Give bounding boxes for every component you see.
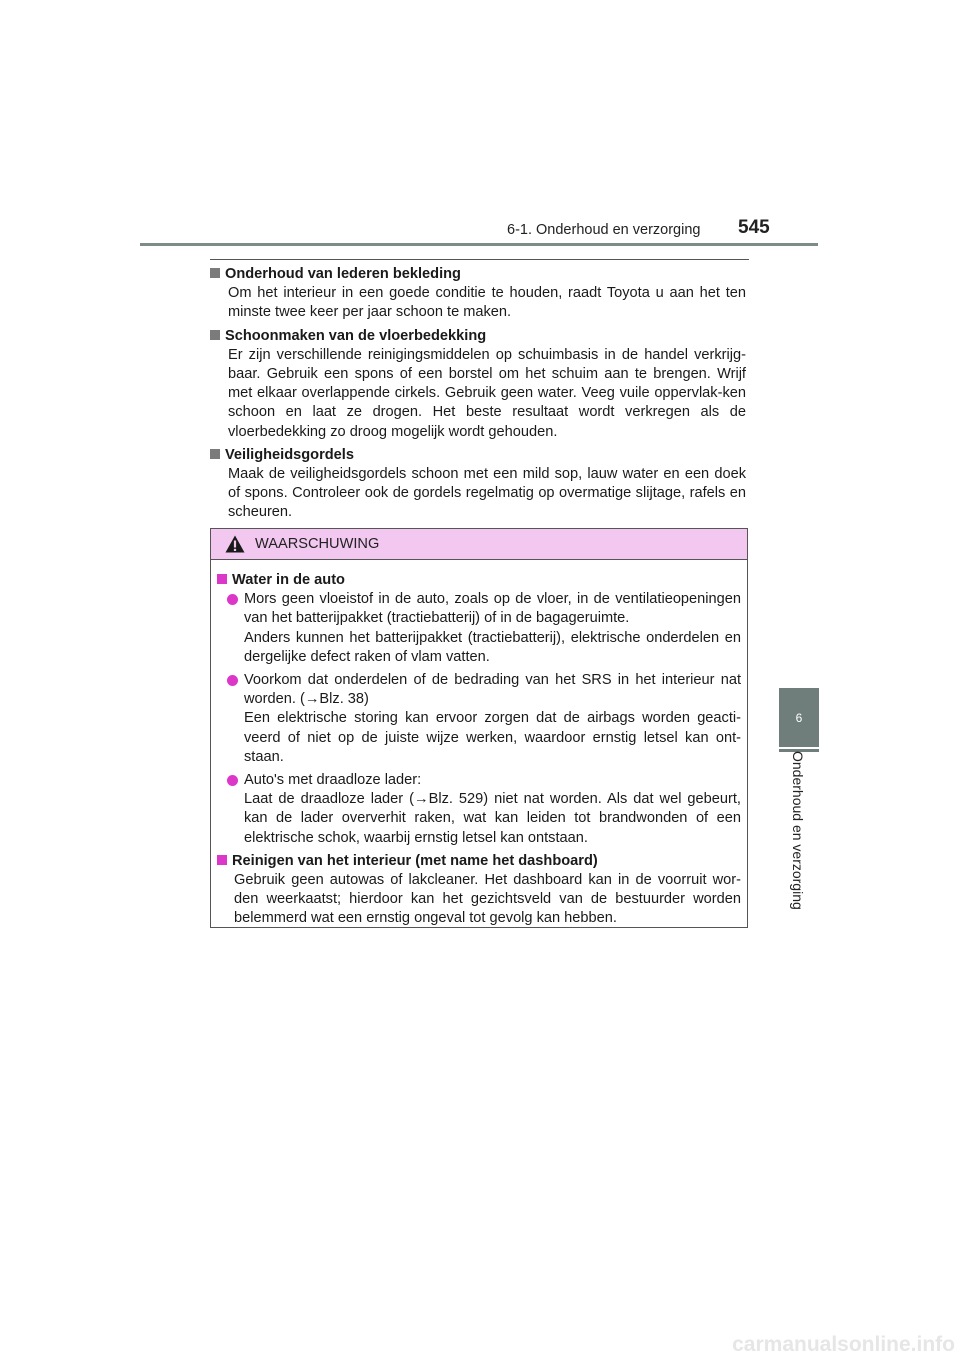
bullet-line: Voorkom dat onderdelen of de bedrading van het SRS in het interieur nat worden. (→Blz. 38) [244, 672, 741, 708]
section-body: Maak de veiligheidsgordels schoon met een mild sop, lauw water en een doek of spons. Controleer ook de gordels regelmatig op overmatige slijtage, rafels en scheuren. [228, 466, 746, 521]
bullet-line: Laat de draadloze lader (→Blz. 529) niet nat worden. Als dat wel gebeurt, kan de lader oververhit raken, wat kan leiden tot brandwonden of een elektrische schok, waarbij ernstig letsel kan ontstaan. [244, 791, 741, 846]
circle-bullet-icon [227, 675, 238, 686]
chapter-tab-number: 6 [779, 688, 819, 747]
section-body: Om het interieur in een goede conditie te houden, raadt Toyota u aan het ten minste twee keer per jaar schoon te maken. [228, 285, 746, 321]
warning-title: WAARSCHUWING [255, 536, 380, 552]
circle-bullet-icon [227, 775, 238, 786]
warning-section-water [217, 571, 741, 848]
header-section-title: 6-1. Onderhoud en verzorging [507, 222, 701, 238]
section-body: Er zijn verschillende reinigingsmiddelen op schuimbasis in de handel verkrijg-baar. Gebruik een spons of een borstel om het schuim aan te brengen. Wrijf met elkaar overlappende cirkels. Gebruik geen water. Veeg vuile oppervlak-ken schoon en laat ze drogen. Het beste resultaat wordt verkregen als de vloerbedekking zo droog mogelijk wordt gehouden. [228, 346, 746, 440]
bullet-line: Auto's met draadloze lader: [244, 772, 422, 789]
watermark-text: carmanualsonline.info [732, 1333, 955, 1356]
header-divider [140, 243, 818, 246]
bullet-line: Mors geen vloeistof in de auto, zoals op de vloer, in de ventilatieopeningen van het batterijpakket (tractiebatterij) of in de bagageruimte. [244, 591, 741, 627]
chapter-tab-label-text: Onderhoud en verzorging [790, 751, 806, 910]
warning-header [211, 529, 747, 560]
bullet-line: Een elektrische storing kan ervoor zorgen dat de airbags worden geacti-veerd of niet op de juiste wijze werken, waardoor ernstig letsel kan ont-staan. [244, 710, 741, 765]
square-bullet-icon [217, 574, 227, 584]
main-content [210, 265, 746, 527]
warning-triangle-icon [225, 535, 245, 553]
warning-section-heading: Water in de auto [232, 572, 345, 588]
warning-box [210, 528, 748, 928]
section-heading: Schoonmaken van de vloerbedekking [225, 327, 487, 344]
bullet-line: Anders kunnen het batterijpakket (tractiebatterij), elektrische onderdelen en dergelijke defect raken of vlam vatten. [244, 629, 741, 665]
square-bullet-icon [210, 330, 220, 340]
section-floor-cleaning [210, 327, 746, 442]
square-bullet-icon [210, 268, 220, 278]
section-leather-care [210, 265, 746, 323]
warning-bullet [227, 771, 741, 848]
square-bullet-icon [210, 449, 220, 459]
chapter-tab-label [790, 751, 806, 925]
circle-bullet-icon [227, 594, 238, 605]
warning-bullet [227, 671, 741, 767]
warning-body [211, 560, 747, 929]
content-top-divider [210, 259, 749, 260]
square-bullet-icon [217, 855, 227, 865]
warning-section-interior [217, 852, 741, 929]
section-seatbelts [210, 446, 746, 523]
section-heading: Veiligheidsgordels [225, 446, 354, 463]
watermark-logo [690, 1325, 960, 1358]
warning-bullet [227, 590, 741, 667]
warning-section-body: Gebruik geen autowas of lakcleaner. Het dashboard kan in de voorruit wor-den weerkaatst; hierdoor kan het gezichtsveld van de bestuurder worden belemmerd wat een ernstig ongeval tot gevolg kan hebben. [234, 872, 741, 927]
section-heading: Onderhoud van lederen bekleding [225, 266, 461, 282]
warning-section-heading: Reinigen van het interieur (met name het dashboard) [232, 852, 598, 869]
page-number: 545 [738, 217, 770, 238]
